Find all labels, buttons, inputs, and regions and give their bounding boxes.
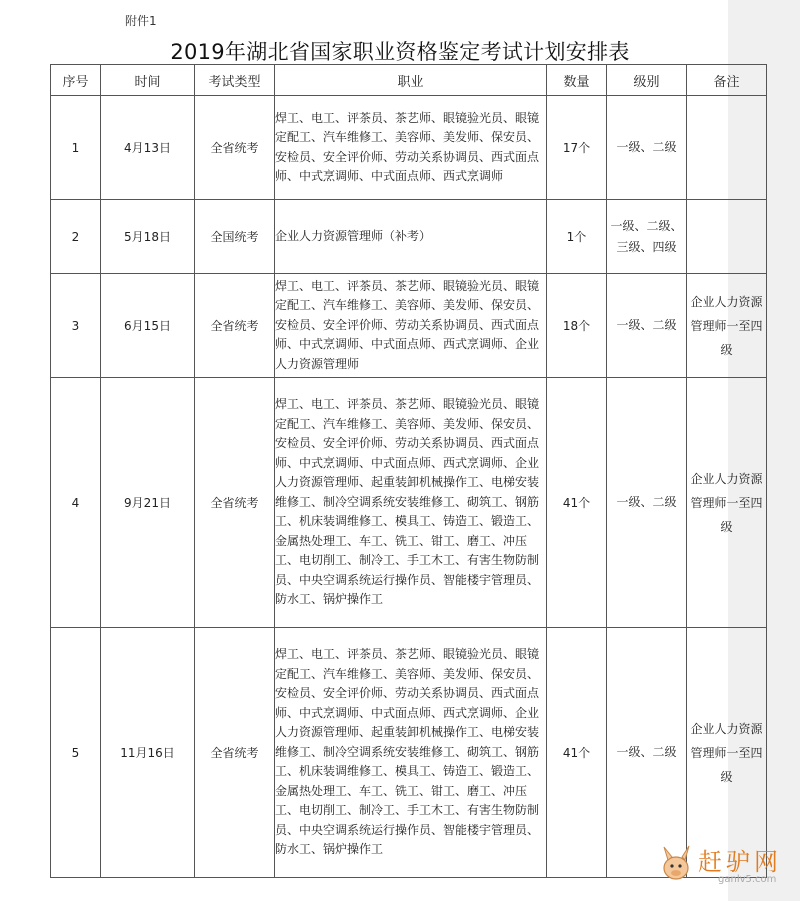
row-date: 9月21日 [101, 378, 195, 628]
row-no: 3 [51, 274, 101, 378]
table-row [51, 378, 767, 628]
col-header-occupation: 职业 [275, 65, 547, 96]
table-row [51, 628, 767, 878]
row-count: 41个 [547, 378, 607, 628]
table-row [51, 200, 767, 274]
row-count: 18个 [547, 274, 607, 378]
col-header-date: 时间 [101, 65, 195, 96]
row-level: 一级、二级 [607, 96, 687, 200]
row-remark [687, 96, 767, 200]
row-date: 5月18日 [101, 200, 195, 274]
row-no: 5 [51, 628, 101, 878]
col-header-level: 级别 [607, 65, 687, 96]
row-no: 1 [51, 96, 101, 200]
table-row [51, 274, 767, 378]
row-count: 41个 [547, 628, 607, 878]
row-count: 17个 [547, 96, 607, 200]
row-level: 一级、二级 [607, 628, 687, 878]
row-occupations: 焊工、电工、评茶员、茶艺师、眼镜验光员、眼镜定配工、汽车维修工、美容师、美发师、保安员、安检员、安全评价师、劳动关系协调员、西式面点师、中式烹调师、中式面点师、西式烹调师、企业人力资源管理师、起重装卸机械操作工、电梯安装维修工、制冷空调系统安装维修工、砌筑工、钢筋工、机床装调维修工、模具工、铸造工、锻造工、金属热处理工、车工、铣工、钳工、磨工、冲压工、电切削工、制冷工、手工木工、有害生物防制员、中央空调系统运行操作员、智能楼宇管理员、防水工、锅炉操作工 [275, 628, 547, 878]
row-remark: 企业人力资源管理师一至四级 [687, 378, 767, 628]
watermark-text: 赶驴网 [698, 848, 782, 876]
table-row [51, 96, 767, 200]
row-type: 全省统考 [195, 274, 275, 378]
row-date: 6月15日 [101, 274, 195, 378]
attachment-label: 附件1 [125, 14, 157, 28]
row-level: 一级、二级、三级、四级 [607, 200, 687, 274]
row-remark: 企业人力资源管理师一至四级 [687, 628, 767, 878]
header-row [51, 65, 767, 96]
col-header-no: 序号 [51, 65, 101, 96]
row-occupations: 焊工、电工、评茶员、茶艺师、眼镜验光员、眼镜定配工、汽车维修工、美容师、美发师、保安员、安检员、安全评价师、劳动关系协调员、西式面点师、中式烹调师、中式面点师、西式烹调师 [275, 96, 547, 200]
col-header-remark: 备注 [687, 65, 767, 96]
row-date: 4月13日 [101, 96, 195, 200]
row-occupations: 焊工、电工、评茶员、茶艺师、眼镜验光员、眼镜定配工、汽车维修工、美容师、美发师、保安员、安检员、安全评价师、劳动关系协调员、西式面点师、中式烹调师、中式面点师、西式烹调师、企业人力资源管理师 [275, 274, 547, 378]
row-no: 2 [51, 200, 101, 274]
col-header-count: 数量 [547, 65, 607, 96]
row-occupations: 焊工、电工、评茶员、茶艺师、眼镜验光员、眼镜定配工、汽车维修工、美容师、美发师、保安员、安检员、安全评价师、劳动关系协调员、西式面点师、中式烹调师、中式面点师、西式烹调师、企业人力资源管理师、起重装卸机械操作工、电梯安装维修工、制冷空调系统安装维修工、砌筑工、钢筋工、机床装调维修工、模具工、铸造工、锻造工、金属热处理工、车工、铣工、钳工、磨工、冲压工、电切削工、制冷工、手工木工、有害生物防制员、中央空调系统运行操作员、智能楼宇管理员、防水工、锅炉操作工 [275, 378, 547, 628]
page-title: 2019年湖北省国家职业资格鉴定考试计划安排表 [170, 40, 630, 64]
watermark-url: ganlv5.com [718, 874, 777, 885]
row-remark: 企业人力资源管理师一至四级 [687, 274, 767, 378]
row-type: 全省统考 [195, 628, 275, 878]
row-level: 一级、二级 [607, 274, 687, 378]
row-occupations: 企业人力资源管理师（补考） [275, 200, 547, 274]
row-no: 4 [51, 378, 101, 628]
row-remark [687, 200, 767, 274]
col-header-type: 考试类型 [195, 65, 275, 96]
row-date: 11月16日 [101, 628, 195, 878]
row-type: 全省统考 [195, 378, 275, 628]
row-type: 全国统考 [195, 200, 275, 274]
donkey-logo-icon [656, 844, 696, 884]
row-count: 1个 [547, 200, 607, 274]
row-level: 一级、二级 [607, 378, 687, 628]
watermark-logo [656, 842, 796, 892]
row-type: 全省统考 [195, 96, 275, 200]
exam-schedule-table [50, 64, 767, 878]
